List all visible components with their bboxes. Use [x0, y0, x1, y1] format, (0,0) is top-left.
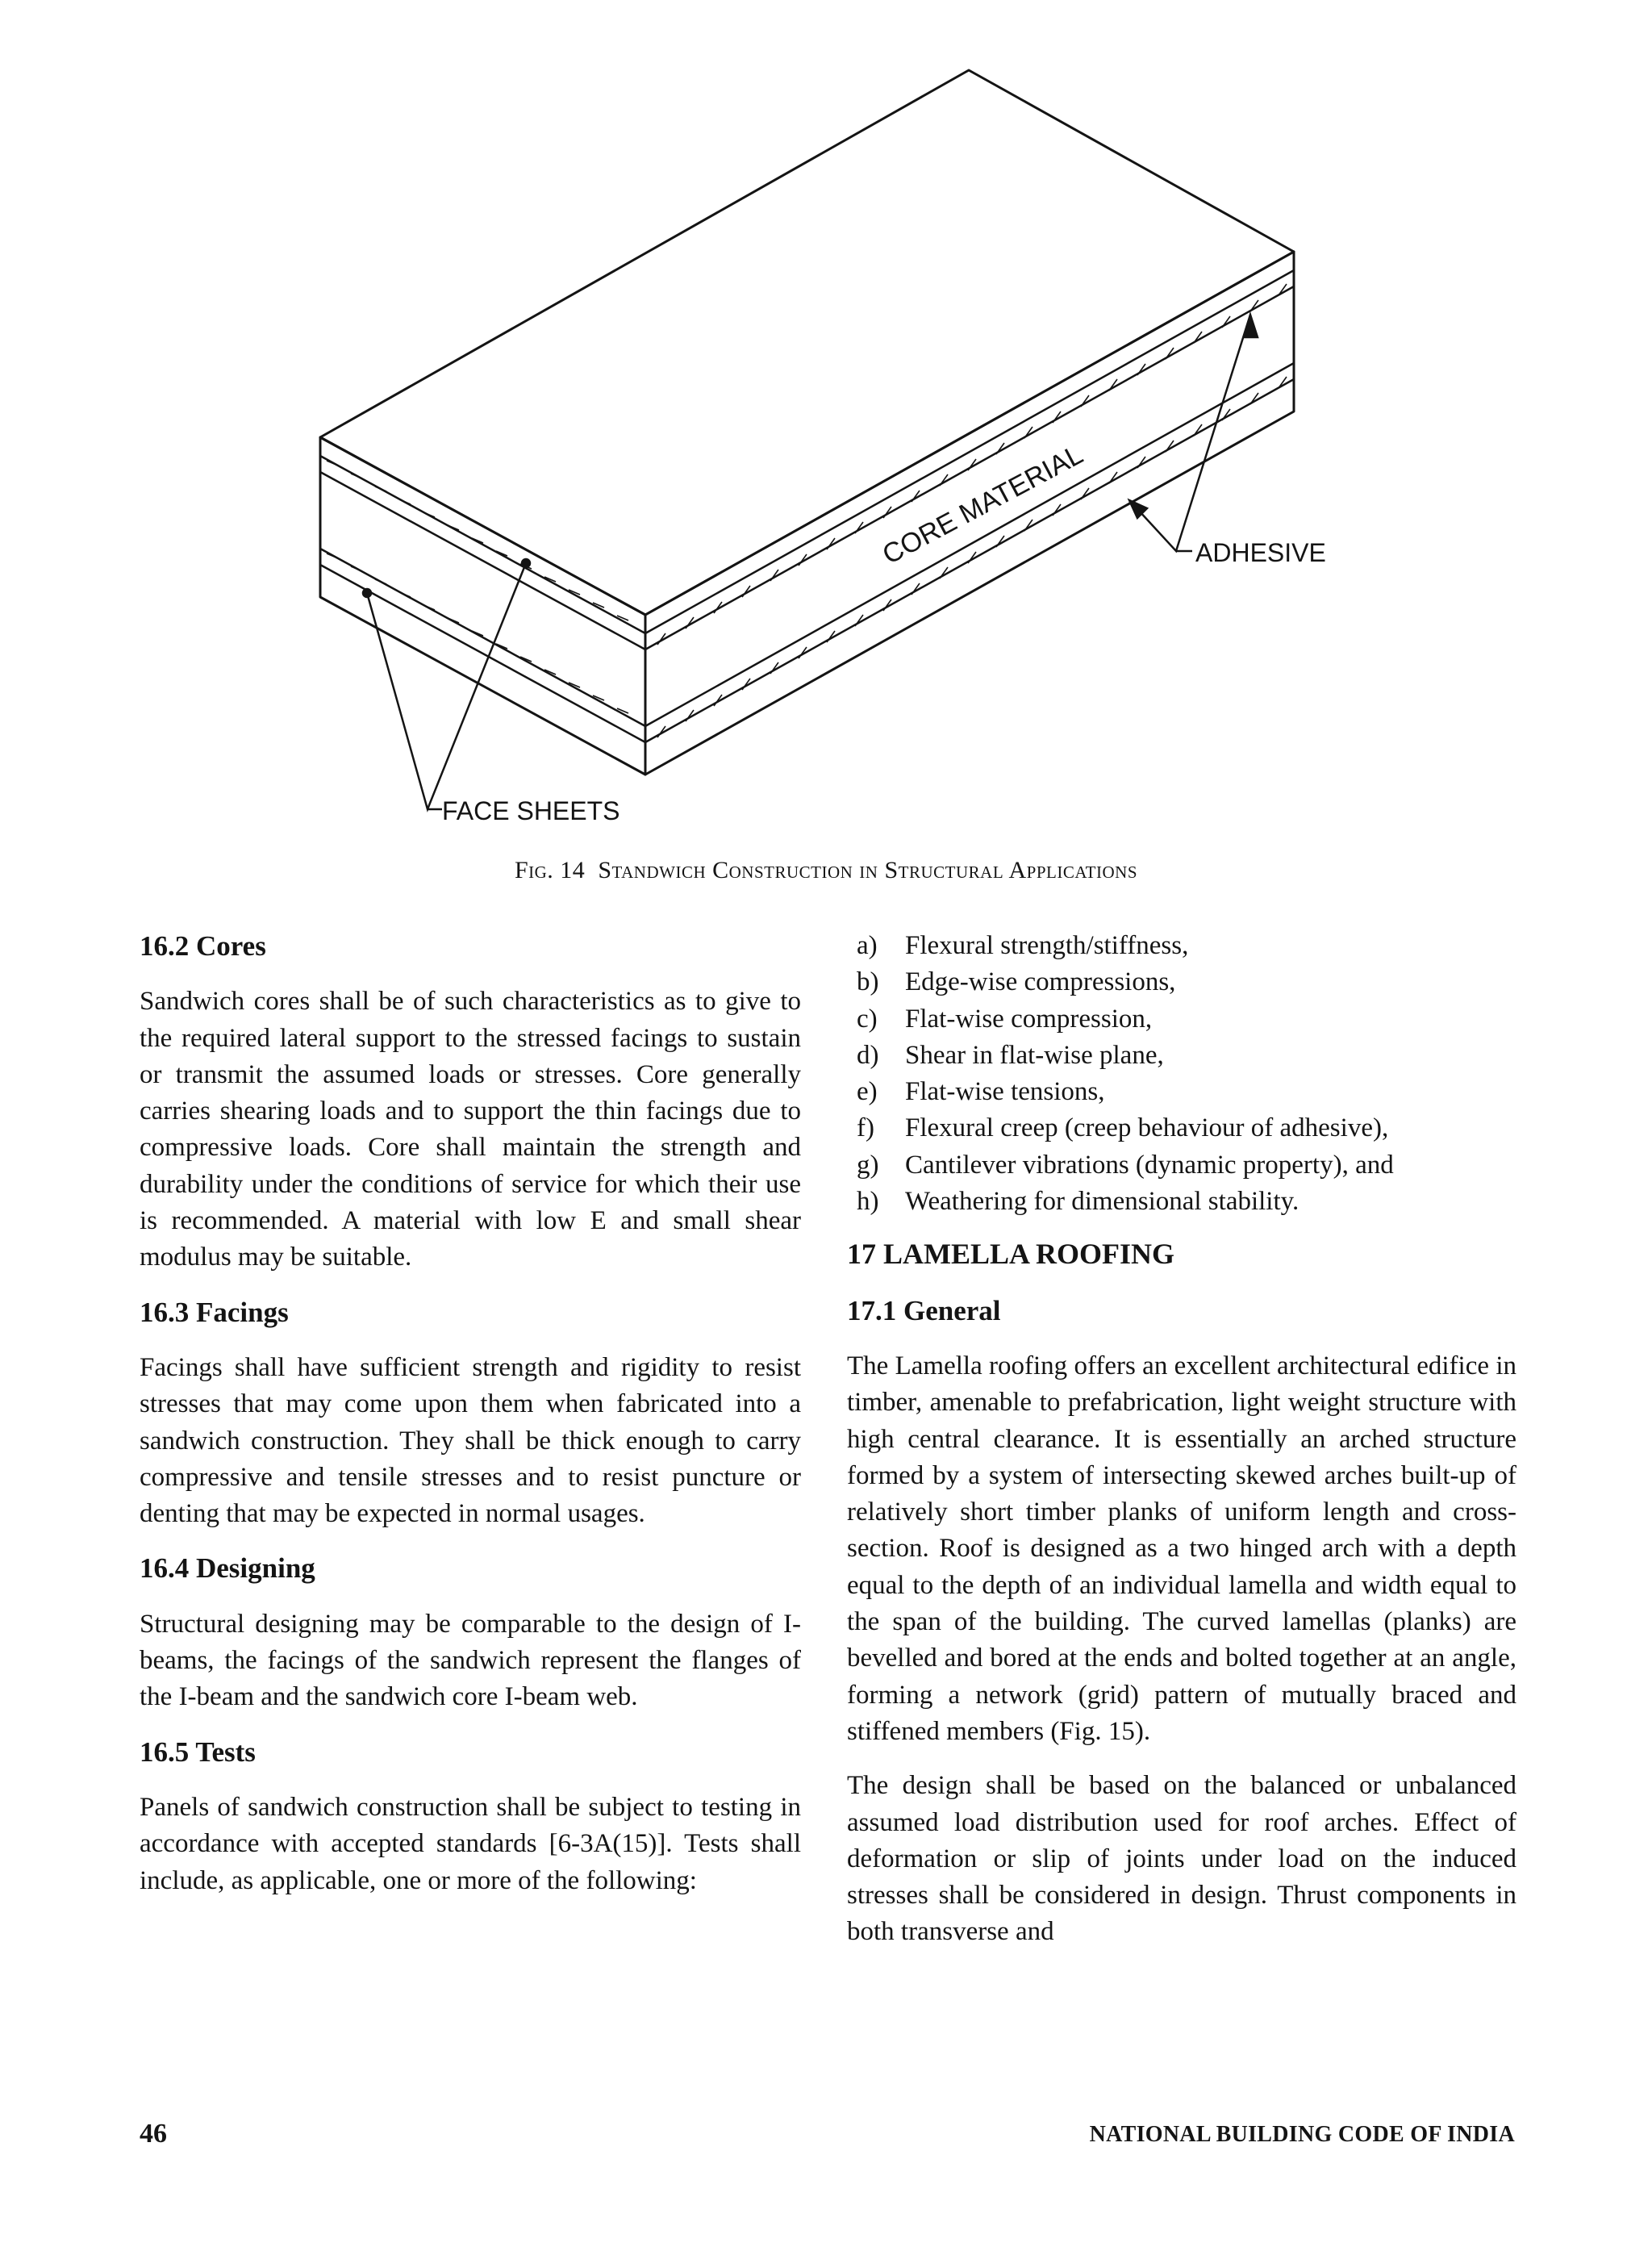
page-number: 46: [140, 2119, 167, 2149]
heading-17-1: 17.1 General: [847, 1294, 1001, 1326]
figure-caption: [0, 857, 1652, 884]
figure-number: Fig. 14: [514, 857, 586, 883]
list-item: g) Cantilever vibrations (dynamic property), and: [857, 1150, 1394, 1180]
adhesive-label: ADHESIVE: [1195, 538, 1326, 567]
heading-16-2: 16.2 Cores: [140, 930, 266, 962]
list-item: d) Shear in flat-wise plane,: [857, 1040, 1164, 1070]
tests-list: [847, 928, 1516, 1220]
list-item: h) Weathering for dimensional stability.: [857, 1187, 1299, 1217]
list-item: e) Flat-wise tensions,: [857, 1077, 1105, 1107]
heading-16-5: 16.5 Tests: [140, 1735, 256, 1768]
sandwich-construction-figure: [0, 0, 1652, 839]
face-sheets-leader: [363, 559, 530, 809]
heading-16-3: 16.3 Facings: [140, 1296, 289, 1328]
paragraph-17-1-a: The Lamella roofing offers an excellent architectural edifice in timber, amenable to prefabrication, light weight structure with high central clearance. It is essentially an arched structure formed by a system of intersecting skewed arches built-up of relatively short timber planks of uniform length and cross-section. Roof is designed as a two hinged arch with a depth equal to the depth of an individual lamella and width equal to the span of the building. The curved lamellas (planks) are bevelled and bored at the ends and bolted together at an angle, forming a network (grid) pattern of mutually braced and stiffened members (Fig. 15).: [847, 1351, 1516, 1746]
paragraph-17-1-b: The design shall be based on the balanced or unbalanced assumed load distribution used for roof arches. Effect of deformation or slip of joints under load on the induced stresses shall be considered in design. Thrust components in both transverse and: [847, 1771, 1516, 1947]
list-item: b) Edge-wise compressions,: [857, 967, 1176, 997]
left-column: [140, 928, 801, 1917]
document-title: NATIONAL BUILDING CODE OF INDIA: [1089, 2122, 1515, 2147]
paragraph-16-5: Panels of sandwich construction shall be subject to testing in accordance with accepted standards [6-3A(15)]. Tests shall include, as applicable, one or more of the following:: [140, 1792, 801, 1895]
right-column: [847, 928, 1516, 1969]
paragraph-16-3: Facings shall have sufficient strength and rigidity to resist stresses that may come upon them when fabricated into a sandwich construction. They shall be thick enough to carry compressive and tensile stresses and to resist puncture or denting that may be expected in normal usages.: [140, 1352, 801, 1529]
adhesive-leader: [1129, 315, 1258, 551]
paragraph-16-2: Sandwich cores shall be of such characteristics as to give to the required lateral support to the stressed facings to sustain or transmit the assumed loads or stresses. Core generally carries shearing loads and to support the thin facings due to compressive loads. Core shall maintain the strength and durability under the conditions of service for which their use is recommended. A material with low E and small shear modulus may be suitable.: [140, 987, 801, 1272]
list-item: f) Flexural creep (creep behaviour of adhesive),: [857, 1113, 1389, 1143]
core-material-label: CORE MATERIAL: [877, 439, 1088, 571]
figure-title: Standwich Construction in Structural Applications: [598, 857, 1138, 883]
list-item: a) Flexural strength/stiffness,: [857, 931, 1189, 960]
paragraph-16-4: Structural designing may be comparable to the design of I-beams, the facings of the sandwich represent the flanges of the I-beam and the sandwich core I-beam web.: [140, 1609, 801, 1712]
face-sheets-label: FACE SHEETS: [442, 796, 620, 825]
list-item: c) Flat-wise compression,: [857, 1004, 1153, 1034]
panel-top-face: [320, 70, 1294, 615]
panel-block: [320, 70, 1294, 775]
heading-17: 17 LAMELLA ROOFING: [847, 1238, 1175, 1271]
heading-16-4: 16.4 Designing: [140, 1552, 315, 1585]
